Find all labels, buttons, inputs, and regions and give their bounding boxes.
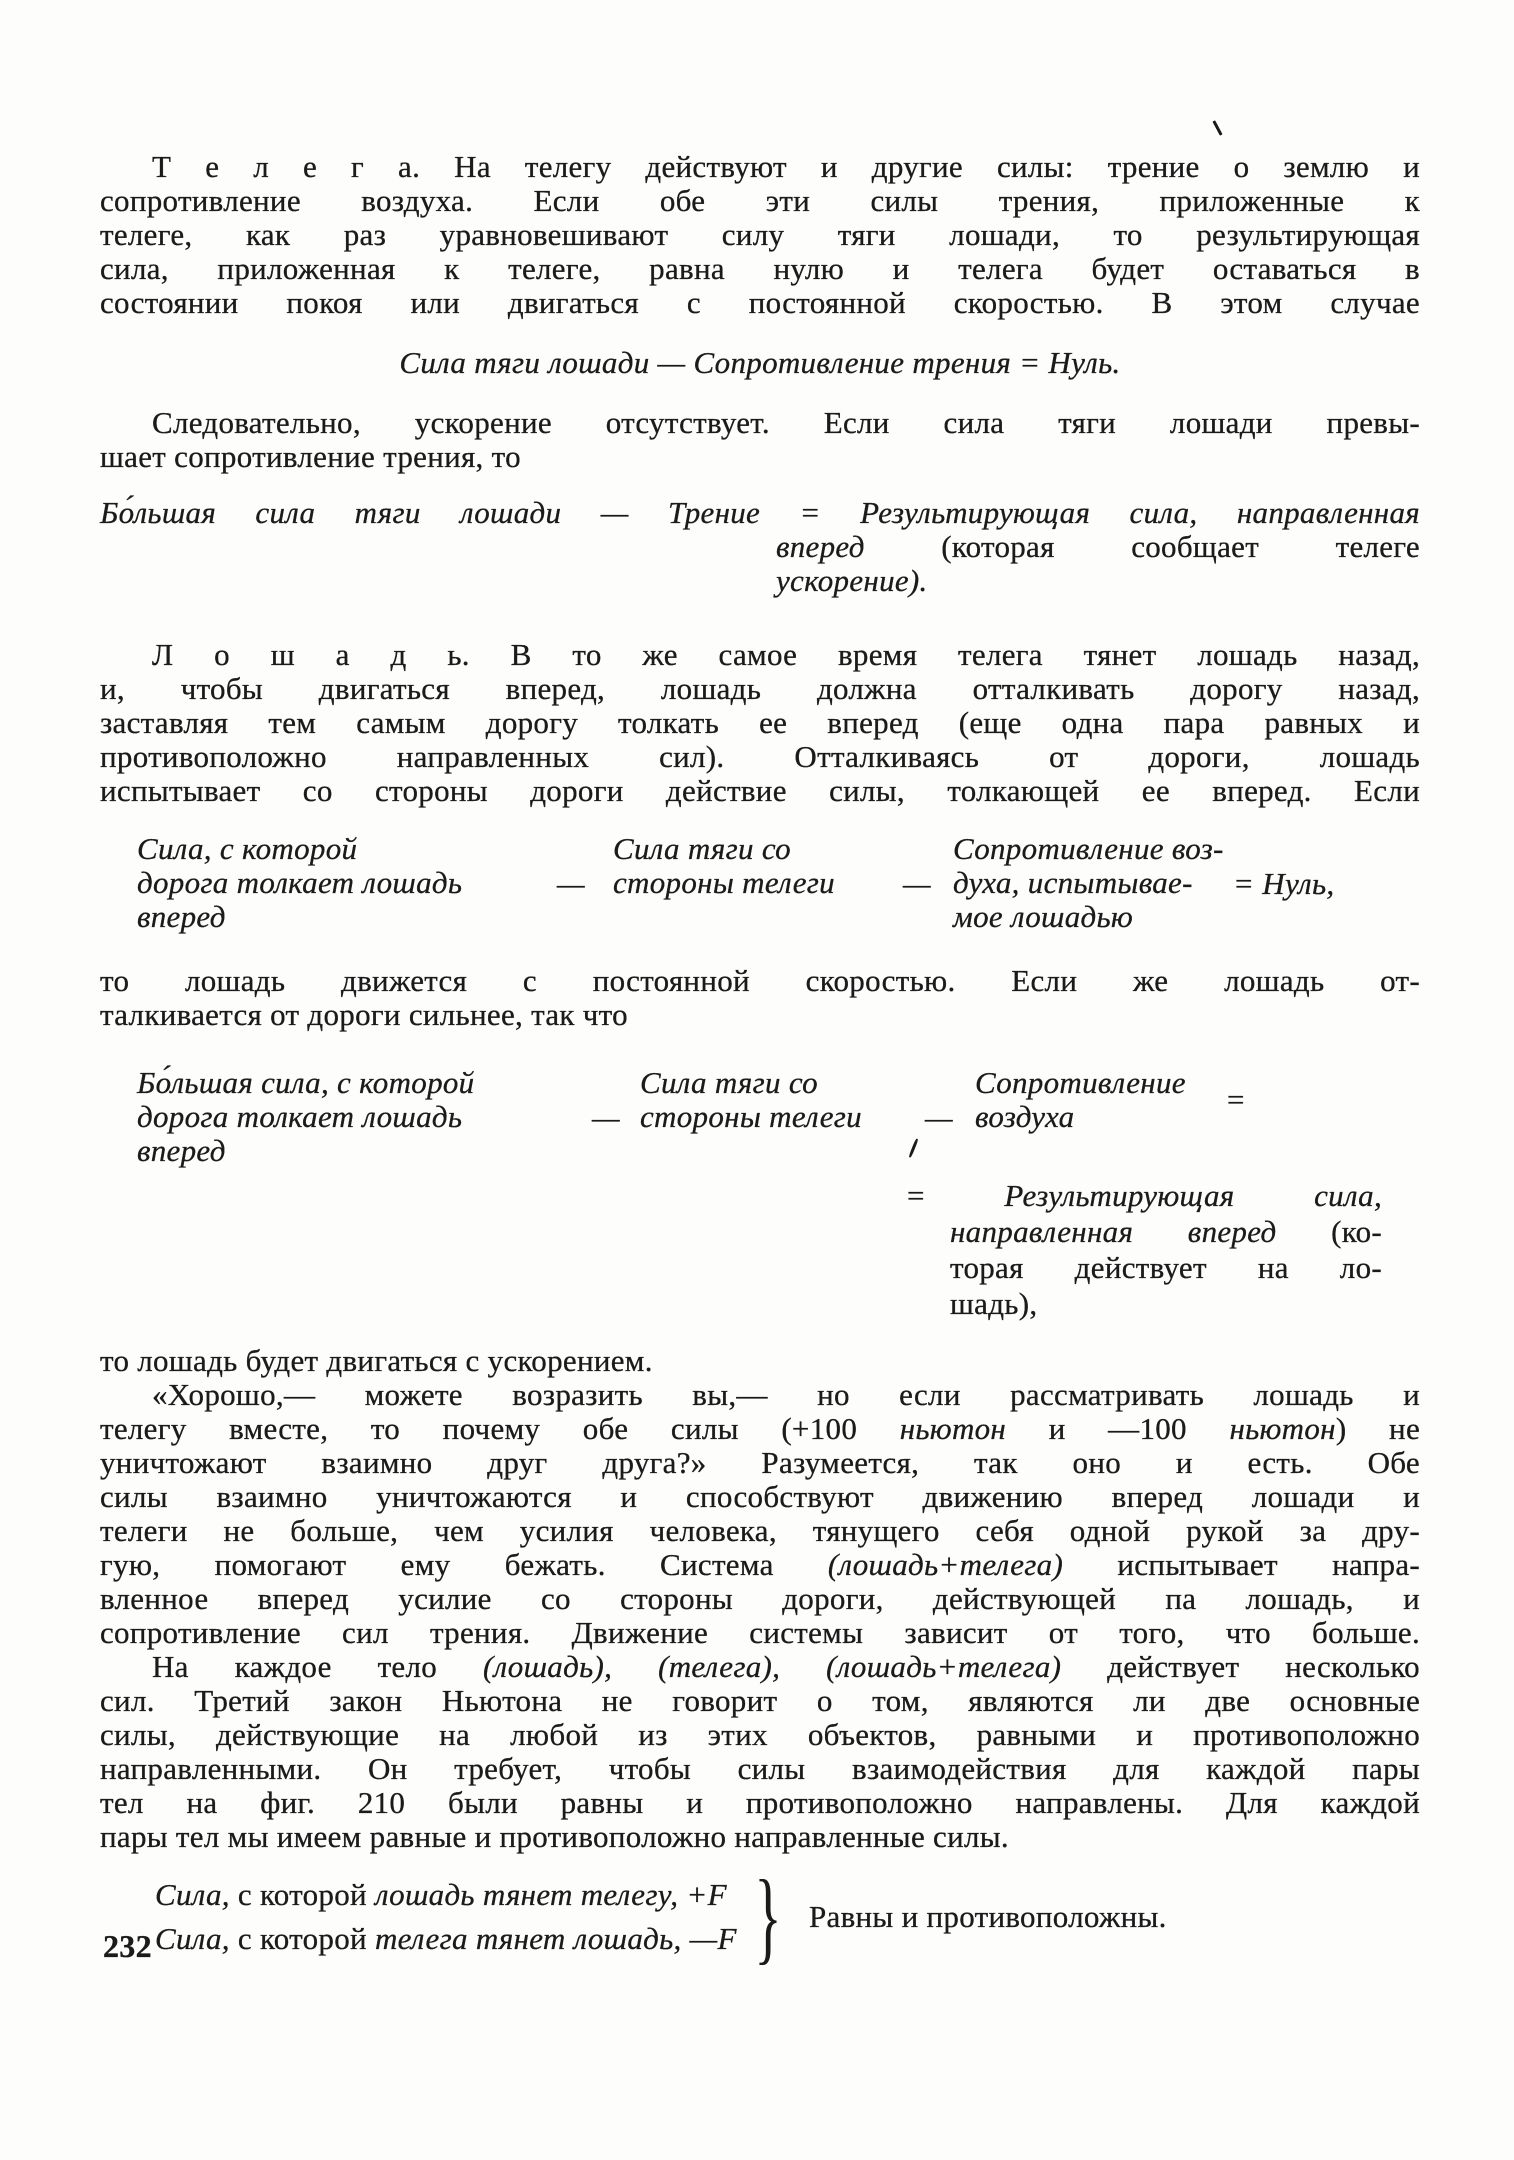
text-line xyxy=(100,1412,1420,1446)
text-part: и —100 xyxy=(1006,1411,1230,1446)
paragraph-objection xyxy=(100,1378,1420,1650)
minus-sign: — xyxy=(903,866,931,901)
equation-line: вперед xyxy=(137,899,226,934)
text-line: сила, приложенная к телеге, равна нулю и телега будет оставаться в xyxy=(100,251,1420,286)
page-number: 232 xyxy=(103,1928,152,1964)
text-line: сопротивление сил трения. Движение системы зависит от того, что больше. xyxy=(100,1615,1420,1650)
equation-greater-road-force xyxy=(137,1066,1420,1168)
equation-line: стороны телеги xyxy=(640,1099,862,1134)
text-line: то лошадь движется с постоянной скоростью. Если же лошадь от- xyxy=(100,963,1420,998)
equation-line: Сопротивление xyxy=(975,1065,1186,1100)
equation-line: дорога толкает лошадь xyxy=(137,865,463,900)
equation-italic-part: Результирующая сила, xyxy=(1004,1178,1382,1213)
force-pairs-rows xyxy=(155,1873,737,1961)
equation-greater-pull xyxy=(100,496,1420,598)
equation-roman-part: (которая сообщает телеге xyxy=(941,529,1420,564)
equation-pull-friction-zero: Сила тяги лошади — Сопротивление трения = Нуль. xyxy=(399,345,1121,380)
text-line: «Хорошо,— можете возразить вы,— но если рассматривать лошадь и xyxy=(152,1377,1420,1412)
text-part: ) не xyxy=(1335,1411,1421,1446)
text-line: сил. Третий закон Ньютона не говорит о том, являются ли две основные xyxy=(100,1683,1420,1718)
force-pairs-block xyxy=(155,1859,1420,1974)
force-italic-part: Сила, xyxy=(155,1876,230,1912)
equation-italic-part: направленная вперед xyxy=(950,1214,1332,1249)
equation-line: Сила тяги со xyxy=(640,1065,818,1100)
equation-column-cart-pull xyxy=(640,1066,925,1168)
text-line: пары тел мы имеем равные и противоположно направленные силы. xyxy=(100,1819,1009,1854)
force-italic-part: лошадь тянет телегу, +F xyxy=(374,1876,727,1912)
equation-line: Сопротивление воз- xyxy=(953,831,1224,866)
equation-line: дорога толкает лошадь xyxy=(137,1099,463,1134)
paragraph-constant-speed xyxy=(100,964,1420,1032)
text-italic-part: ньютон xyxy=(899,1411,1007,1446)
text-italic-part: (лошадь+телега) xyxy=(827,1547,1064,1582)
brace-glyph: } xyxy=(754,1859,782,1974)
text-italic-part: (лошадь), (телега), (лошадь+телега) xyxy=(482,1649,1062,1684)
paragraph-third-law xyxy=(100,1650,1420,1854)
text-part: действует несколько xyxy=(1061,1649,1420,1684)
equation-line xyxy=(907,1214,1382,1250)
paragraph-loshad xyxy=(100,638,1420,808)
equation-line: торая действует на ло- xyxy=(950,1250,1382,1285)
text-line: заставляя тем самым дорогу толкать ее вперед (еще одна пара равных и xyxy=(100,705,1420,740)
equation-roman-part: (ко- xyxy=(1331,1214,1382,1249)
text-line: вленное вперед усилие со стороны дороги, действующей па лошадь, и xyxy=(100,1581,1420,1616)
paragraph-acceleration: то лошадь будет двигаться с ускорением. xyxy=(100,1343,653,1378)
text-line: и, чтобы двигаться вперед, лошадь должна отталкивать дорогу назад, xyxy=(100,671,1420,706)
force-roman-part: с которой xyxy=(229,1920,375,1956)
paragraph-telega xyxy=(100,150,1420,320)
text-line: телеге, как раз уравновешивают силу тяги лошади, то результирующая xyxy=(100,217,1420,252)
equation-line: мое лошадью xyxy=(953,899,1134,934)
text-line: состоянии покоя или двигаться с постоянной скоростью. В этом случае xyxy=(100,285,1420,320)
force-pair-line xyxy=(155,1917,737,1961)
equation-column-air-resistance xyxy=(953,832,1233,934)
text-line: Т е л е г а. На телегу действуют и другие силы: трение о землю и xyxy=(152,149,1420,184)
minus-sign: — xyxy=(557,866,585,901)
equals-sign: = xyxy=(1225,1082,1247,1117)
text-line: тел на фиг. 210 были равны и противоположно направлены. Для каждой xyxy=(100,1785,1420,1820)
equation-line: воздуха xyxy=(975,1099,1075,1134)
text-line: Следовательно, ускорение отсутствует. Если сила тяги лошади превы- xyxy=(152,405,1420,440)
equation-line: духа, испытывае- xyxy=(953,865,1193,900)
force-italic-part: телега тянет лошадь, —F xyxy=(374,1920,737,1956)
equation-line: стороны телеги xyxy=(613,865,835,900)
equals-sign: = xyxy=(907,1178,1005,1213)
text-line: испытывает со стороны дороги действие силы, толкающей ее вперед. Если xyxy=(100,773,1420,808)
text-line: направленными. Он требует, чтобы силы взаимодействия для каждой пары xyxy=(100,1751,1420,1786)
text-line: уничтожают взаимно друг друга?» Разумеется, так оно и есть. Обе xyxy=(100,1445,1420,1480)
text-line: силы взаимно уничтожаются и способствуют движению вперед лошади и xyxy=(100,1479,1420,1514)
text-line xyxy=(100,1650,1420,1684)
equation-column-cart-pull xyxy=(613,832,903,934)
force-italic-part: Сила, xyxy=(155,1920,230,1956)
equation-column-air-resistance xyxy=(975,1066,1225,1168)
text-part: На каждое тело xyxy=(152,1649,483,1684)
text-italic-part: ньютон xyxy=(1229,1411,1336,1446)
equation-line: ускорение). xyxy=(776,563,928,598)
equation-line: Сила, с которой xyxy=(137,831,358,866)
text-line: силы, действующие на любой из этих объектов, равными и противоположно xyxy=(100,1717,1420,1752)
text-part: телегу вместе, то почему обе силы (+100 xyxy=(100,1411,900,1446)
equation-line: шадь), xyxy=(950,1286,1038,1321)
force-pairs-label: Равны и противоположны. xyxy=(808,1898,1167,1934)
paragraph-consequently xyxy=(100,406,1420,474)
equation-line xyxy=(907,1178,1382,1214)
minus-sign: — xyxy=(592,1100,620,1135)
text-line: сопротивление воздуха. Если обе эти силы трения, приложенные к xyxy=(100,183,1420,218)
equation-italic-part: вперед xyxy=(776,529,942,564)
equation-column-road-force xyxy=(137,1066,592,1168)
equation-result-zero: = Нуль, xyxy=(1233,866,1335,901)
equation-line: вперед xyxy=(137,1133,226,1168)
equation-line: Бо́льшая сила, с которой xyxy=(137,1065,475,1100)
equation-column-road-force xyxy=(137,832,557,934)
text-line xyxy=(100,1548,1420,1582)
text-part: гую, помогают ему бежать. Система xyxy=(100,1547,828,1582)
equation-line xyxy=(100,530,1420,564)
equation-line: Сила тяги со xyxy=(613,831,791,866)
text-line: телеги не больше, чем усилия человека, тянущего себя одной рукой за дру- xyxy=(100,1513,1420,1548)
equation-road-force-zero xyxy=(137,832,1420,934)
minus-sign: — xyxy=(925,1100,953,1135)
text-line: шает сопротивление трения, то xyxy=(100,439,521,474)
equation-line: Бо́льшая сила тяги лошади — Трение = Результирующая сила, направленная xyxy=(100,495,1420,530)
equation-resultant-force xyxy=(907,1178,1382,1322)
force-roman-part: с которой xyxy=(229,1876,375,1912)
force-pair-line xyxy=(155,1873,737,1917)
text-part: испытывает напра- xyxy=(1063,1547,1420,1582)
text-line: противоположно направленных сил). Отталкиваясь от дороги, лошадь xyxy=(100,739,1420,774)
text-line: Л о ш а д ь. В то же самое время телега тянет лошадь назад, xyxy=(152,637,1420,672)
text-line: талкивается от дороги сильнее, так что xyxy=(100,997,628,1032)
